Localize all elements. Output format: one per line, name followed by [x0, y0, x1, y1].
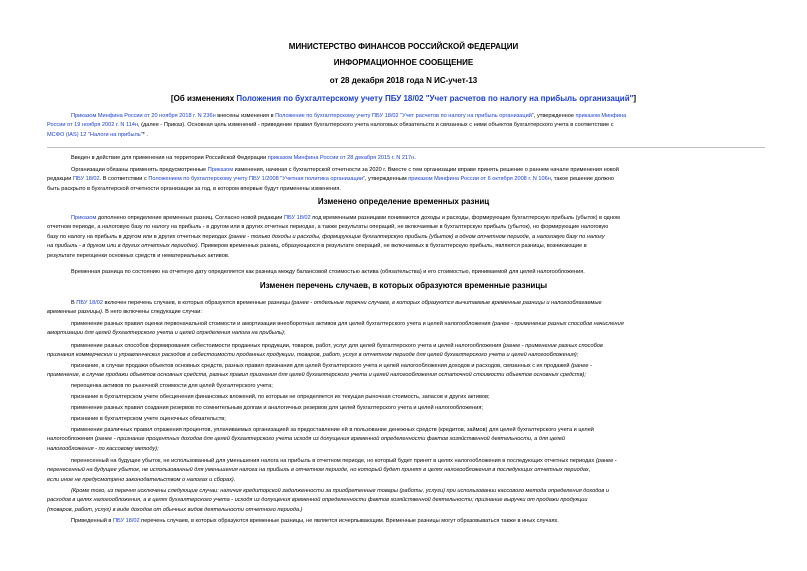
- case-item: признание в бухгалтерском учете оценочных обязательств;: [71, 416, 226, 422]
- cases-text: . В него включены следующие случаи:: [102, 309, 202, 316]
- definition-text: . Примером временных разниц, образующихся в результате операций, не включаемых в бухгалтерскую прибыль, являются разницы, возникающие в: [197, 243, 587, 250]
- cases-italic: временные разницы): [47, 309, 103, 316]
- subject-prefix: [Об изменениях: [170, 94, 237, 103]
- case-text: признание, в случае продажи объектов основных средств, разных правил признания для целей бухгалтерского учета и целей налогообложения доходов и расходов, связанных с их продажей: [71, 363, 572, 369]
- ministry-title: МИНИСТЕРСТВО ФИНАНСОВ РОССИЙСКОЙ ФЕДЕРАЦИИ: [288, 42, 519, 51]
- document-subject: [0, 94, 807, 103]
- definition-italic: (ранее - только доходы и расходы, формирующие бухгалтерскую прибыль (убыток) в одном отчетном периоде, а налоговую базу по налогу: [228, 233, 605, 240]
- closing-text: перечень случаев, в которых образуются временные разницы, не является исчерпывающим. Временные разницы могут образовываться также в иных случаях.: [139, 518, 559, 524]
- definition-paragraph: [47, 214, 765, 261]
- cases-text: В: [71, 300, 77, 306]
- subject-link[interactable]: Положения по бухгалтерскому учету ПБУ 18/02 "Учет расчетов по налогу на прибыль организаций": [236, 94, 634, 103]
- case-italic: признания коммерческих и управленческих расходов в себестоимости проданных продукции, товаров, работ, услуг в отчетном периоде для целей бухгалтерского учета и целей налогообложения);: [47, 352, 579, 359]
- intro-paragraph: [47, 112, 765, 140]
- case-text: применение разных правил оценки первоначальной стоимости и амортизации внеоборотных активов для целей бухгалтерского учета и целей налогообложения: [71, 321, 493, 327]
- case-text: применение разных способов формирования себестоимости проданных продукции, товаров, работ, услуг для целей бухгалтерского учета и целей налогообложения: [71, 343, 503, 349]
- subject-suffix: ]: [633, 94, 637, 103]
- case-text: налогообложения: [47, 436, 95, 443]
- order-2008-link[interactable]: приказом Минфина России от 6 октября 2008 г. N 106н: [408, 176, 551, 183]
- pbu-link[interactable]: ПБУ 18/02: [72, 176, 100, 183]
- footnote-text: .: [414, 155, 416, 161]
- order-2002-link[interactable]: России от 19 ноября 2002 г. N 114н: [47, 122, 139, 129]
- definition-text: под временными разницами понимаются доходы и расходы, формирующие бухгалтерскую прибыль (убыток) в одном: [310, 215, 620, 221]
- case-italic: (ранее -: [571, 363, 592, 369]
- obligation-paragraph: [47, 166, 765, 194]
- temporary-difference-paragraph: Временная разница по состоянию на отчетную дату определяется как разница между балансовой стоимостью актива (обязательства) и его стоимостью, принимаемой для целей налогообложения.: [71, 269, 585, 275]
- case-italic: налогообложения - по кассовому методу);: [47, 445, 159, 452]
- intro-text: внесены изменения в: [215, 113, 276, 119]
- order-link[interactable]: Приказом: [71, 215, 97, 221]
- pbu-link[interactable]: ПБУ 18/02: [76, 300, 103, 306]
- section-title-cases: Изменен перечень случаев, в которых образуются временные разницы: [259, 281, 548, 290]
- case-italic: амортизации для целей бухгалтерского учета и целей определения налога на прибыль);: [47, 330, 286, 337]
- definition-text: результате переоценки основных средств и нематериальных активов.: [47, 252, 230, 259]
- pbu-link[interactable]: ПБУ 18/02: [112, 518, 140, 524]
- case-italic: если иное не предусмотрено законодательством о налогах и сборах).: [47, 476, 236, 483]
- case-italic: (ранее - признание процентных доходов для целей бухгалтерского учета исходя из допущения временной определенности фактов хозяйственной деятельности, а для целей: [94, 436, 566, 443]
- footnote-text: Введен в действие для применения на территории Российской Федерации: [71, 155, 268, 161]
- case-item: [47, 457, 765, 485]
- case-italic: применение, в случае продажи объектов основных средств, разных правил признания для целей бухгалтерского учета и целей налогообложения остаточной стоимости объектов основных средств);: [47, 372, 586, 379]
- intro-text: * .: [142, 131, 148, 138]
- case-item: применение разных правил создания резервов по сомнительным долгам и аналогичных резервов для целей бухгалтерского учета и целей налогообложения;: [71, 405, 483, 411]
- intro-text: , утвержденное: [533, 113, 576, 119]
- obligation-text: , такое решение должно: [550, 176, 614, 183]
- obligation-text: быть раскрыто в бухгалтерской отчетности организации за год, в котором впервые будут применены изменения.: [47, 185, 341, 192]
- case-text: применение различных правил отражения процентов, уплачиваемых организацией за предоставление ей в пользование денежных средств (кредитов, займов) для целей бухгалтерского учета и целей: [71, 427, 594, 433]
- definition-italic: на прибыль - в другом или в других отчетных периодах): [47, 243, 198, 250]
- pbu-link[interactable]: Положение по бухгалтерскому учету ПБУ 18/02 "Учет расчетов по налогу на прибыль организаций": [275, 113, 534, 119]
- obligation-text: редакции: [47, 176, 73, 183]
- case-item: переоценка активов по рыночной стоимости для целей бухгалтерского учета;: [71, 383, 273, 389]
- case-item: [47, 426, 765, 454]
- case-item: [47, 342, 765, 361]
- obligation-text: Организации обязаны применять предусмотренные: [71, 167, 208, 173]
- footnote-divider: [47, 147, 765, 148]
- case-italic: перенесенный на будущее убыток, не использованный для уменьшения налога на прибыль в отчетном периоде, но который будет принят в целях налогообложения в последующих отчетных периодах,: [47, 467, 591, 474]
- excluded-text: (Кроме того, из перечня исключены следующие случаи: наличия кредиторской задолженности за приобретенные товары (работы, услуги) при использовании кассового метода определения доходов и: [71, 488, 609, 494]
- obligation-text: , утвержденным: [364, 176, 409, 183]
- definition-text: базу по налогу на прибыль в другом или в других отчетных периодах: [47, 233, 229, 240]
- order-minfin-link[interactable]: приказом Минфина: [575, 113, 627, 119]
- case-item: [47, 362, 765, 381]
- ifrs-link[interactable]: МСФО (IAS) 12 "Налоги на прибыль": [47, 131, 143, 138]
- document-date: от 28 декабря 2018 года N ИС-учет-13: [329, 76, 478, 85]
- cases-text: включен перечень случаев, в которых образуются временные разницы: [102, 300, 292, 306]
- footnote-order-link[interactable]: приказом Минфина России от 28 декабря 2015 г. N 217н: [267, 155, 415, 161]
- definition-text: отчетном периоде, а налоговую базу по налогу на прибыль - в другом или в других отчетных периодах, а также результаты операций, не включаемые в бухгалтерскую прибыль (убыток), но формирующие налоговую: [47, 224, 609, 231]
- definition-text: дополнено определение временных разниц. Согласно новой редакции: [96, 215, 284, 221]
- case-italic: (ранее - применение разных способов: [502, 343, 603, 349]
- obligation-text: . В соответствии с: [99, 176, 149, 183]
- document-type: ИНФОРМАЦИОННОЕ СООБЩЕНИЕ: [333, 58, 474, 67]
- footnote: [47, 154, 765, 163]
- excluded-cases-paragraph: [47, 487, 765, 515]
- case-italic: (ранее - применение разных способов начисления: [492, 321, 624, 327]
- pbu-1-2008-link[interactable]: Положением по бухгалтерскому учету ПБУ 1/2008 "Учетная политика организации": [148, 176, 365, 183]
- case-text: перенесенный на будущее убыток, не использованный для уменьшения налога на прибыль в отчетном периоде, но который будет принят в целях налогообложения в последующих отчетных периодах: [71, 458, 596, 464]
- excluded-text: (товаров, работ, услуг) в виде доходов от обычных видов деятельности отчетного периода.): [47, 506, 303, 513]
- case-item: признание в бухгалтерском учете обесценения финансовых вложений, по которым не определяется их текущая рыночная стоимость, запасов и других активов;: [71, 394, 490, 400]
- section-title-definition: Изменено определение временных разниц: [317, 197, 490, 206]
- intro-text: , (далее - Приказ). Основная цель изменений - приведение правил бухгалтерского учета налоговых обязательств и связанных с ними объектов бухгалтерского учета в соответствие с: [138, 122, 614, 129]
- case-item: [47, 320, 765, 339]
- case-italic: (ранее -: [595, 458, 617, 464]
- excluded-text: расходов в целях налогообложения, а в целях бухгалтерского учета - исходя из допущения временной определенности фактов хозяйственной деятельности; признание выручки от продажи продукции: [47, 497, 588, 504]
- cases-italic: (ранее - отдельные перечни случаев, в которых образуются вычитаемые временные разницы и налогооблагаемые: [291, 300, 602, 306]
- order-link[interactable]: Приказом: [207, 167, 234, 173]
- closing-text: Приведенный в: [71, 518, 113, 524]
- obligation-text: изменения, начиная с бухгалтерской отчетности за 2020 г. Вместе с тем организации вправе принять решение о раннем начале применения новой: [233, 167, 619, 173]
- order-link[interactable]: Приказом Минфина России от 20 ноября 2018 г. N 236н: [71, 113, 216, 119]
- pbu-link[interactable]: ПБУ 18/02: [283, 215, 311, 221]
- closing-paragraph: [47, 517, 765, 526]
- cases-intro-paragraph: [47, 299, 765, 318]
